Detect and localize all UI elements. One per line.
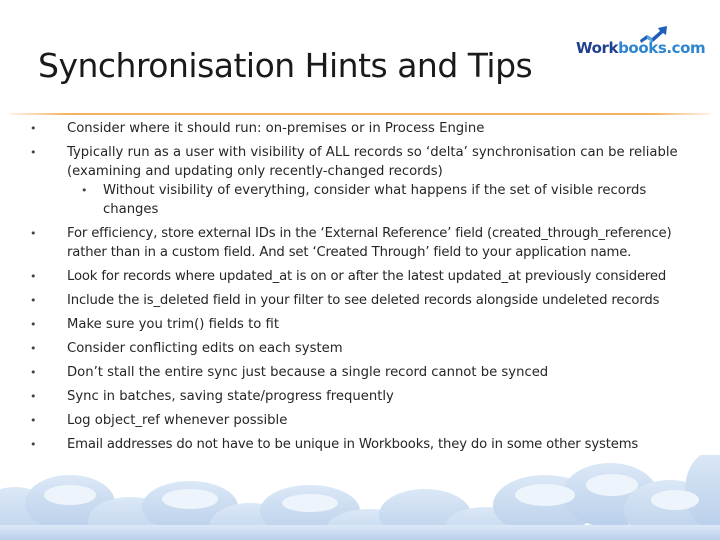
bullet-dot: • (30, 342, 37, 355)
logo-text-prefix: Work (576, 39, 619, 57)
bullet-dot: • (30, 414, 37, 427)
bullet-item (0, 435, 697, 454)
cloud-border (0, 455, 720, 540)
bullet-dot: • (30, 390, 37, 403)
bullet-item (0, 143, 697, 181)
bullet-dot: • (30, 270, 37, 283)
logo-text-suffix: books.com (618, 39, 706, 57)
bullet-item (0, 267, 697, 286)
bullet-dot: • (30, 318, 37, 331)
title-divider (10, 113, 710, 115)
bullet-item (0, 411, 697, 430)
bullet-item (0, 387, 697, 406)
bullet-dot: • (30, 366, 37, 379)
workbooks-logo (574, 20, 706, 66)
bullet-dot: • (30, 122, 37, 135)
bullet-item (0, 363, 697, 382)
bullet-dot: • (30, 438, 37, 451)
bullet-text: Look for records where updated_at is on or after the latest updated_at previously considered (67, 269, 667, 284)
bullet-text: Log object_ref whenever possible (67, 413, 288, 428)
bullet-item (0, 315, 697, 334)
bullet-text: Email addresses do not have to be unique in Workbooks, they do in some other systems (67, 437, 639, 452)
bullet-text: Typically run as a user with visibility of ALL records so ‘delta’ synchronisation can be reliable (examining and updating only recently-changed records) (67, 145, 678, 179)
bullet-item (0, 119, 697, 138)
bullet-item (0, 224, 697, 262)
bullet-item (0, 339, 697, 358)
sub-bullet-item (0, 181, 663, 219)
bullet-text: For efficiency, store external IDs in the ‘External Reference’ field (created_through_reference) rather than in a custom field. And set ‘Created Through’ field to your application name. (67, 226, 672, 260)
bullet-text: Consider conflicting edits on each system (67, 341, 343, 356)
bullet-dot: • (30, 227, 37, 240)
bullet-dot: • (30, 146, 37, 159)
bullet-dot: • (81, 184, 88, 197)
bullet-text: Without visibility of everything, consider what happens if the set of visible records changes (103, 183, 647, 217)
bullet-item (0, 291, 697, 310)
bullet-list (0, 119, 720, 459)
logo-text (576, 39, 705, 57)
bullet-text: Sync in batches, saving state/progress frequently (67, 389, 394, 404)
bullet-text: Include the is_deleted field in your filter to see deleted records alongside undeleted records (67, 293, 660, 308)
bullet-dot: • (30, 294, 37, 307)
slide-title: Synchronisation Hints and Tips (38, 46, 533, 85)
bullet-text: Consider where it should run: on-premises or in Process Engine (67, 121, 485, 136)
bullet-text: Don’t stall the entire sync just because a single record cannot be synced (67, 365, 549, 380)
bullet-text: Make sure you trim() fields to fit (67, 317, 280, 332)
